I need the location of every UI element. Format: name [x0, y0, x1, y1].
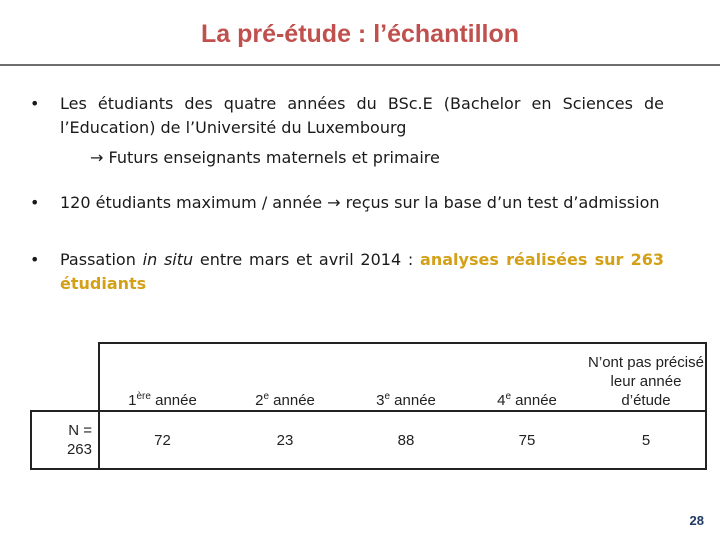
slide-title: La pré-étude : l’échantillon: [200, 20, 520, 48]
bullet-text: reçus sur la base d’un test d’admission: [345, 193, 660, 212]
header-unspecified: N’ont pas précisé leur année d’étude: [587, 343, 706, 411]
bullet-item-collection: [30, 248, 664, 296]
sample-table: [30, 342, 707, 470]
value-unspecified: 5: [587, 411, 706, 469]
table-row: [31, 411, 706, 469]
bullet-text: 120 étudiants maximum / année: [60, 193, 323, 212]
header-year-2: 2e année: [225, 343, 345, 411]
header-year-3: 3e année: [345, 343, 467, 411]
bullet-dot-icon: •: [30, 94, 40, 113]
empty-header-cell: [31, 343, 99, 411]
sub-item-text: Futurs enseignants maternels et primaire: [108, 148, 440, 167]
bullet-text-italic: in situ: [142, 250, 194, 269]
sub-item: [60, 146, 664, 170]
row-label: N = 263: [31, 411, 99, 469]
highlighted-text: analyses réalisées sur 263 étudiants: [60, 250, 665, 293]
right-arrow-icon: →: [327, 193, 341, 212]
bullet-item-capacity: [30, 191, 664, 215]
value-year-4: 75: [467, 411, 587, 469]
bullet-list: [30, 92, 664, 296]
value-year-3: 88: [345, 411, 467, 469]
bullet-dot-icon: •: [30, 193, 40, 212]
bullet-item-population: [30, 92, 664, 170]
page-number: 28: [689, 513, 704, 528]
bullet-text: entre mars et avril 2014 :: [193, 250, 421, 269]
bullet-dot-icon: •: [30, 250, 40, 269]
right-arrow-icon: →: [90, 148, 104, 167]
table-header-row: [31, 343, 706, 411]
bullet-text: Passation: [60, 250, 143, 269]
value-year-1: 72: [99, 411, 225, 469]
header-year-4: 4e année: [467, 343, 587, 411]
title-divider: [0, 64, 720, 66]
header-year-1: 1ère année: [99, 343, 225, 411]
bullet-text: Les étudiants des quatre années du BSc.E (Bachelor en Sciences de l’Education) de l’Université du Luxembourg: [60, 94, 664, 137]
value-year-2: 23: [225, 411, 345, 469]
